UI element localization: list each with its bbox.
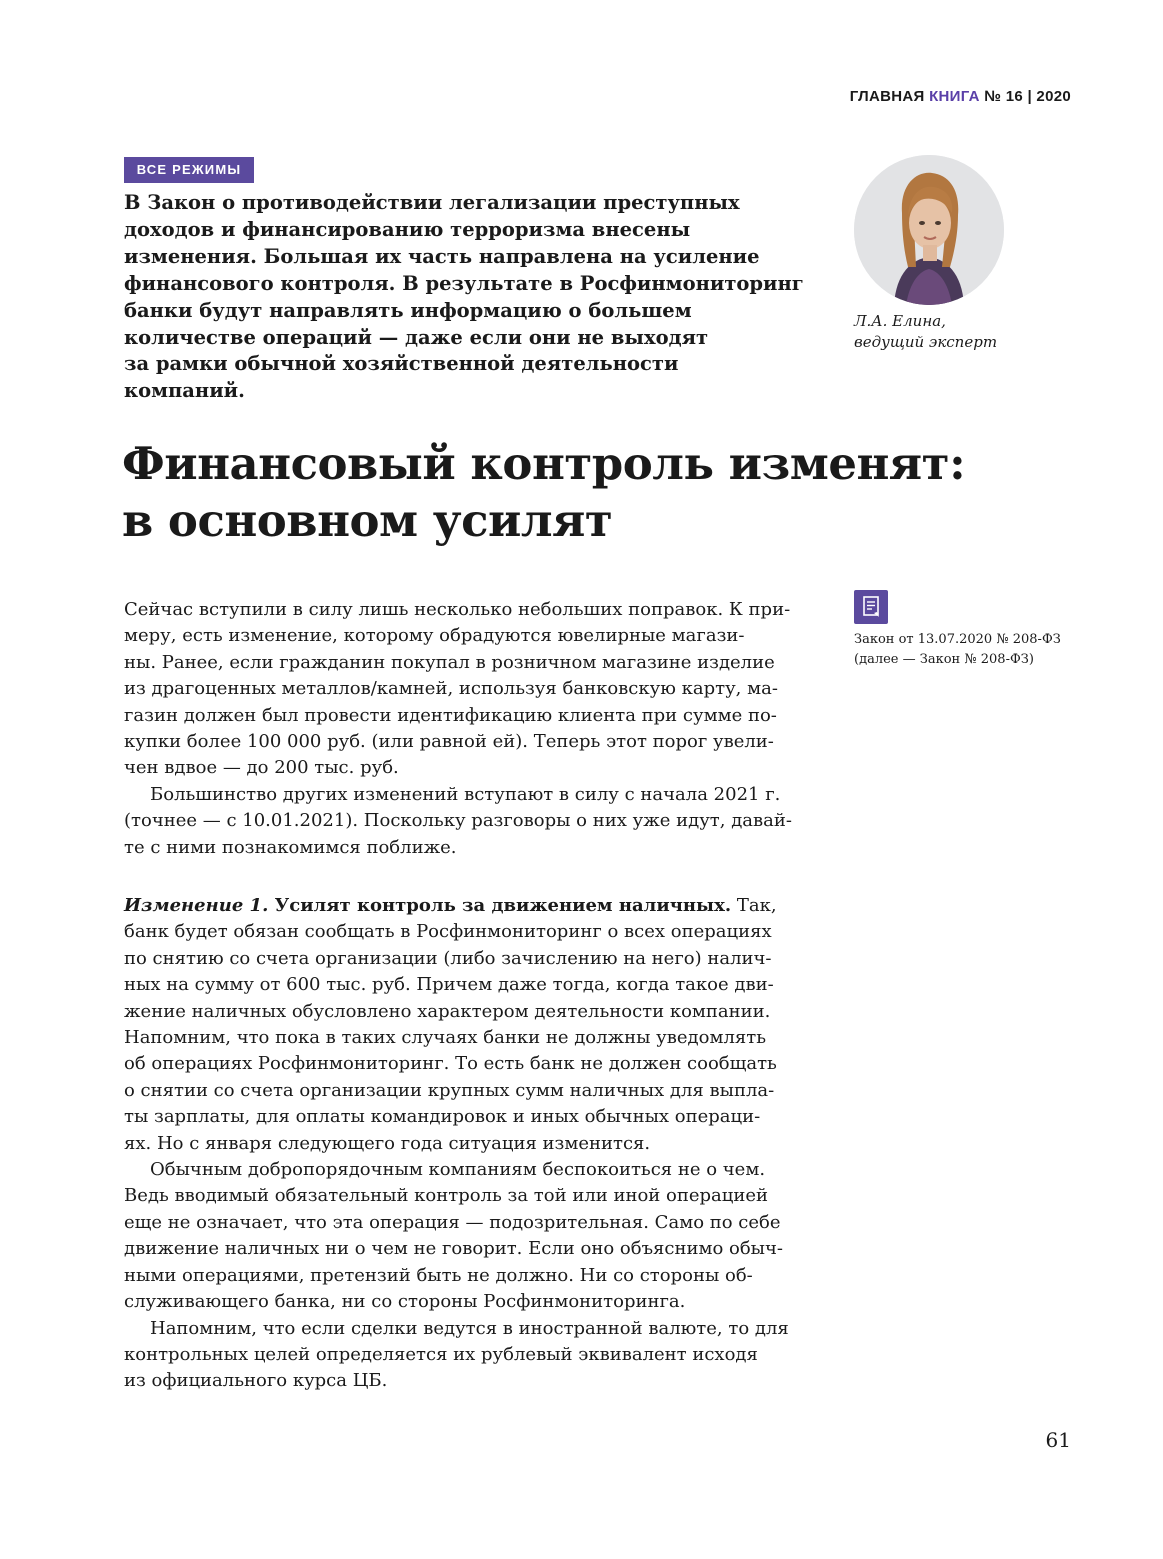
brand-name-part1: ГЛАВНАЯ: [849, 88, 925, 105]
body-line: меру, есть изменение, которому обрадуются ювелирные магази-: [124, 625, 745, 647]
author-caption: [854, 311, 1094, 353]
lead-line: изменения. Большая их часть направлена на усиление: [124, 244, 760, 268]
sidenote-line: (далее — Закон № 208-ФЗ): [854, 652, 1034, 667]
author-name: Л.А. Елина,: [854, 312, 946, 330]
change-first-line-rest: Так,: [731, 895, 777, 916]
lead-paragraph: [124, 190, 814, 405]
change-label: Изменение 1.: [124, 895, 269, 916]
author-role: ведущий эксперт: [854, 333, 998, 351]
brand-name-part2: КНИГА: [929, 88, 980, 105]
page-number: 61: [1045, 1428, 1071, 1452]
body-line: из официального курса ЦБ.: [124, 1370, 388, 1392]
running-header: [850, 88, 1071, 105]
body-line: о снятии со счета организации крупных сумм наличных для выпла-: [124, 1079, 775, 1101]
body-line: об операциях Росфинмониторинг. То есть банк не должен сообщать: [124, 1053, 777, 1075]
change-1-first-line: [124, 893, 804, 919]
body-line: по снятию со счета организации (либо зачислению на него) налич-: [124, 947, 772, 969]
body-line: те с ними познакомимся поближе.: [124, 836, 457, 858]
intro-text: [124, 597, 804, 861]
body-line: банк будет обязан сообщать в Росфинмониторинг о всех операциях: [124, 921, 772, 943]
law-reference-note: [854, 630, 1094, 670]
body-line: Сейчас вступили в силу лишь несколько небольших поправок. К при-: [124, 599, 791, 620]
author-photo: [854, 155, 1004, 305]
lead-line: банки будут направлять информацию о большем: [124, 298, 692, 322]
body-line: движение наличных ни о чем не говорит. Если оно объяснимо обыч-: [124, 1238, 783, 1260]
article-title: [122, 435, 1022, 549]
body-line: жение наличных обусловлено характером деятельности компании.: [124, 1000, 771, 1022]
lead-line: компаний.: [124, 379, 245, 403]
sidenote-line: Закон от 13.07.2020 № 208-ФЗ: [854, 632, 1061, 647]
title-line: Финансовый контроль изменят:: [122, 437, 966, 490]
body-line: чен вдвое — до 200 тыс. руб.: [124, 757, 399, 779]
body-line: ях. Но с января следующего года ситуация изменится.: [124, 1132, 651, 1154]
lead-line: за рамки обычной хозяйственной деятельности: [124, 352, 679, 376]
body-line: ных на сумму от 600 тыс. руб. Причем даже тогда, когда такое дви-: [124, 974, 774, 996]
body-line: газин должен был провести идентификацию клиента при сумме по-: [124, 704, 777, 726]
body-line: Большинство других изменений вступают в силу с начала 2021 г.: [150, 783, 781, 805]
lead-line: доходов и финансированию терроризма внесены: [124, 217, 691, 241]
title-line: в основном усилят: [122, 494, 613, 547]
author-portrait-illustration: [854, 155, 1004, 305]
body-line: служивающего банка, ни со стороны Росфинмониторинга.: [124, 1291, 686, 1313]
issue-info: № 16 | 2020: [984, 88, 1071, 105]
body-line: Ведь вводимый обязательный контроль за той или иной операцией: [124, 1185, 768, 1207]
body-line: купки более 100 000 руб. (или равной ей). Теперь этот порог увели-: [124, 731, 774, 753]
body-line: контрольных целей определяется их рублевый эквивалент исходя: [124, 1343, 758, 1365]
body-line: из драгоценных металлов/камней, используя банковскую карту, ма-: [124, 678, 778, 700]
body-line: ными операциями, претензий быть не должно. Ни со стороны об-: [124, 1264, 753, 1286]
body-line: еще не означает, что эта операция — подозрительная. Само по себе: [124, 1211, 781, 1233]
body-line: Обычным добропорядочным компаниям беспокоиться не о чем.: [150, 1159, 766, 1181]
body-line: ты зарплаты, для оплаты командировок и иных обычных операци-: [124, 1106, 761, 1128]
body-line: ны. Ранее, если гражданин покупал в розничном магазине изделие: [124, 651, 775, 673]
body-line: (точнее — с 10.01.2021). Поскольку разговоры о них уже идут, давай-: [124, 810, 792, 832]
change-heading: Усилят контроль за движением наличных.: [268, 895, 732, 916]
section-tag: ВСЕ РЕЖИМЫ: [124, 157, 254, 183]
body-line: Напомним, что пока в таких случаях банки не должны уведомлять: [124, 1027, 766, 1049]
lead-line: финансового контроля. В результате в Росфинмониторинг: [124, 271, 804, 295]
body-line: Напомним, что если сделки ведутся в иностранной валюте, то для: [150, 1317, 789, 1339]
lead-line: количестве операций — даже если они не выходят: [124, 325, 709, 349]
change-1-section: [124, 893, 804, 1395]
lead-line: В Закон о противодействии легализации преступных: [124, 191, 740, 214]
document-icon: [854, 590, 888, 624]
